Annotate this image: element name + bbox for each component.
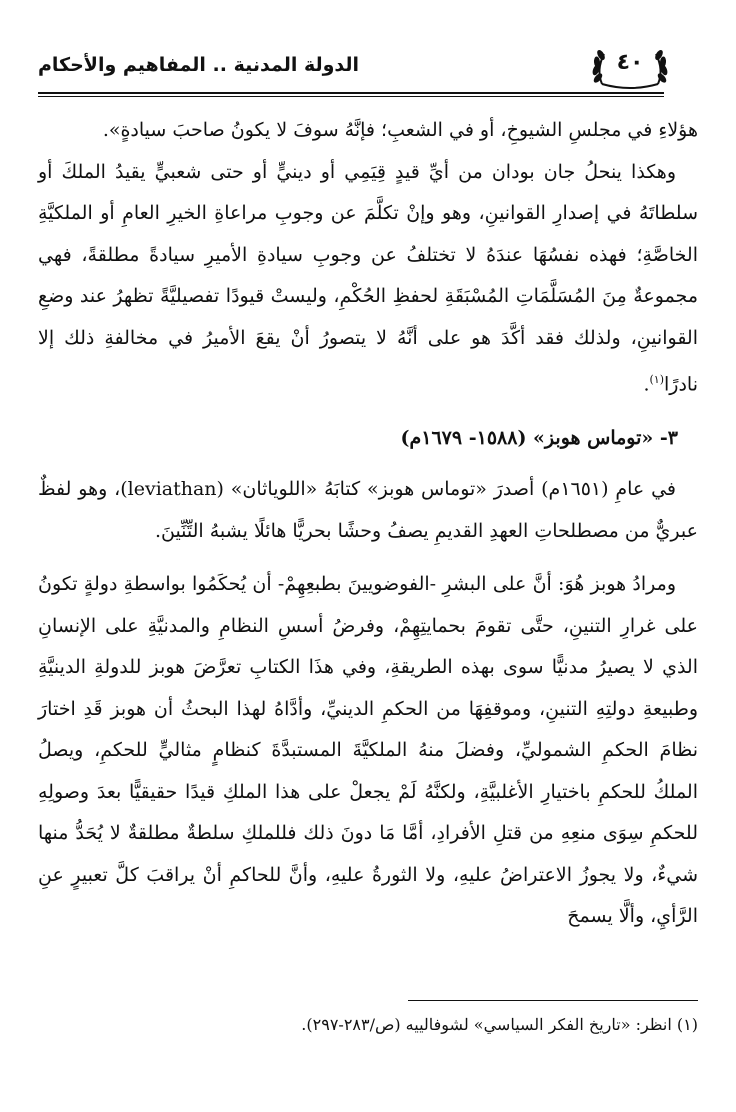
paragraph-bodin-end: . [643,373,650,396]
footnote: (١) انظر: «تاريخ الفكر السياسي» لشوفالييه (ص/٢٨٣-٢٩٧). [301,1015,698,1034]
paragraph-leviathan: في عامِ (١٦٥١م) أصدرَ «توماس هوبز» كتابَهُ «اللوياثان» (leviathan)، وهو لفظٌ عبريٌّ من مصطلحاتِ العهدِ القديمِ يصفُ وحشًا بحريًّا هائلًا يشبهُ التِّنِّينَ. [38,478,698,542]
paragraph-hobbes-intent: ومرادُ هوبز هُوَ: أنَّ على البشرِ -الفوضويينَ بطبعِهِمْ- أن يُحكَمُوا بواسطةِ دولةٍ تكونُ على غرارِ التنينِ، حتَّى تقومَ بحمايتِهِمْ، وفرضُ أسسِ النظامِ والمدنيَّةِ على الإنسانِ الذي لا يصيرُ مدنيًّا سوى بهذه الطريقةِ، وفي هذَا الكتابِ تعرَّضَ هوبز للدولةِ الدينيَّةِ وطبيعةِ دولتِهِ التنينِ، وموقفِهَا من الحكمِ الدينيِّ، وأدَّاهُ لهذا البحثُ أن هوبز قَدِ اختارَ نظامَ الحكمِ الشموليِّ، وفضلَ منهُ الملكيَّةَ المستبدَّةَ كنظامٍ مثاليٍّ للحكمِ، ويصلُ الملكُ للحكمِ باختيارِ الأغلبيَّةِ، ولكنَّهُ لَمْ يجعلْ على هذا الملكِ قيدًا حقيقيًّا بعدَ وصولِهِ للحكمِ سِوَى منعِهِ من قتلِ الأفرادِ، أمَّا مَا دونَ ذلك فللملكِ سلطةٌ مطلقةٌ لا يُحَدُّ منها شيءٌ، ولا يجوزُ الاعتراضُ عليهِ، ولا الثورةُ عليهِ، وأنَّ للحاكمِ أنْ يراقبَ كلَّ تعبيرٍ عنِ الرَّأيِ، وألَّا يسمحَ [38,573,698,928]
page-header [38,40,664,92]
running-title: الدولة المدنية .. المفاهيم والأحكام [38,54,360,76]
paragraph-bodin [38,152,698,406]
header-rule [38,92,664,94]
section-heading-hobbes: ٣- «توماس هوبز» (١٥٨٨- ١٦٧٩م) [400,426,678,449]
footnote-separator [408,1000,698,1001]
paragraph-bodin-text: وهكذا ينحلُ جان بودان من أيِّ قيدٍ قِيَمِي أو دينيٍّ أو حتى شعبيٍّ يقيدُ الملكَ أو سلطاتَهُ في إصدارِ القوانينِ، وهو وإنْ تكلَّمَ عن وجوبِ مراعاةِ الخيرِ العامِ أو الملكيَّةِ الخاصَّةِ؛ فهذه نفسُهَا عندَهُ لا تختلفُ عن وجوبِ سيادةِ الأميرِ سيادةً مطلقةً، فهي مجموعةٌ مِنَ المُسَلَّمَاتِ المُسْبَقَةِ لحفظِ الحُكْمِ، وليستْ قيودًا تفصيليَّةً تظهرُ عند وضعِ القوانينِ، ولذلك فقد أكَّدَ هو على أنَّهُ لا يتصورُ أنْ يقعَ الأميرُ في مخالفةِ ذلك إلا نادرًا [38,160,698,396]
page-number-ornament [588,40,672,92]
header-rule-thin [38,96,664,97]
page-number: ٤٠ [616,50,644,75]
main-text [38,110,698,938]
footnote-reference[interactable]: (١) [649,373,664,386]
paragraph-continuation: هؤلاءِ في مجلسِ الشيوخِ، أو في الشعبِ؛ فإنَّهُ سوفَ لا يكونُ صاحبَ سيادةٍ». [102,119,698,141]
